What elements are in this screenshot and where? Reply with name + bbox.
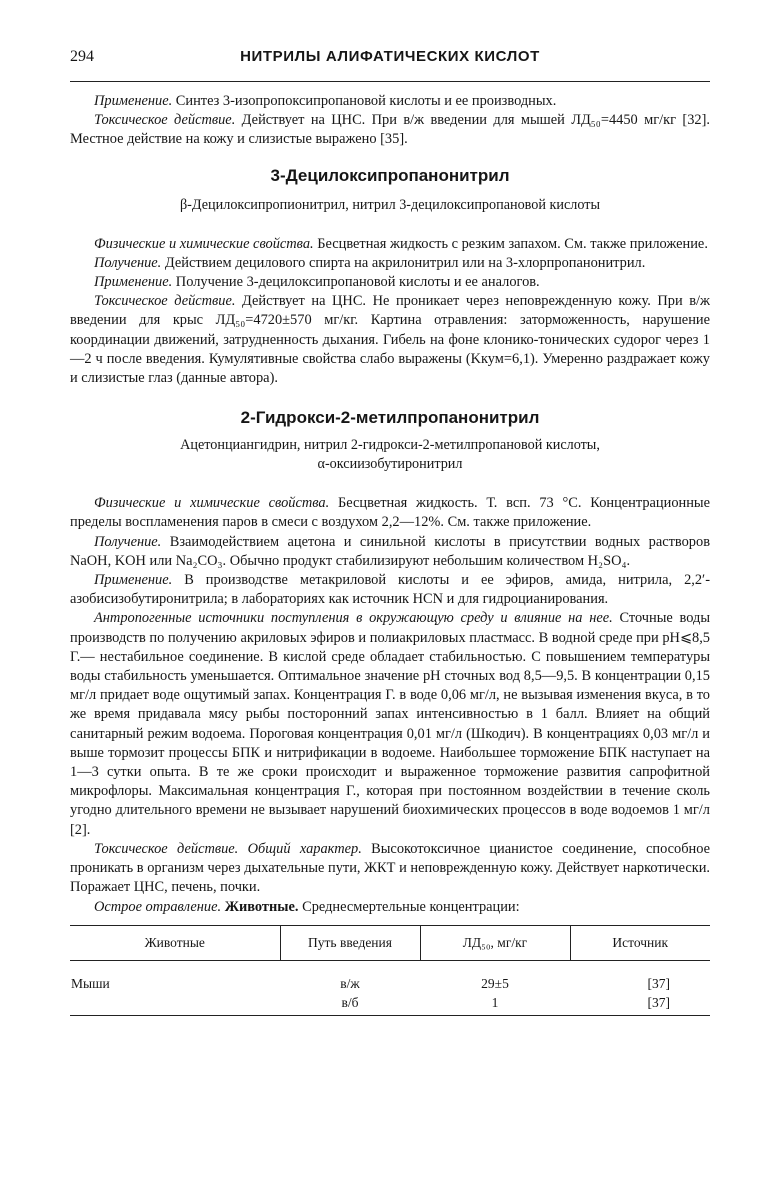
section-synonyms: β-Децилоксипропионитрил, нитрил 3-децилоксипропановой кислоты [179,196,601,213]
paragraph [70,533,710,571]
paragraph-text: В производстве метакриловой кислоты и ее эфиров, амида, нитрила, 2,2′-азобисизобутиронитрила; в лабораториях как источник HCN и для гидроцианирования. [70,572,710,608]
table-header-cell: Животные [70,925,280,960]
paragraph [70,840,710,898]
table-row [70,993,710,1016]
page-number: 294 [70,48,94,65]
paragraph-label: Токсическое действие. Общий характер. [94,840,362,857]
paragraph-text: Среднесмертельные концентрации: [298,898,520,915]
table-cell: в/б [280,993,420,1016]
paragraph-label: Применение. [94,274,173,291]
table-cell [70,993,280,1016]
paragraph [70,273,710,292]
paragraph [70,111,710,149]
paragraph-label: Физические и химические свойства. [94,235,314,252]
paragraph-label: Антропогенные источники поступления в окружающую среду и влияние на нее. [94,610,613,627]
paragraph-label: Токсическое действие. [94,112,236,129]
section-synonyms: α-оксиизобутиронитрил [317,456,463,473]
paragraph-text: Сточные воды производств по получению акриловых эфиров и полиакриловых пластмасс. В водной среде при pH⩽8,5 Г.— нестабильное соединение. В кислой среде обладает стабильностью. С повышением температуры воды стабильность уменьшается. Оптимальное значение pH сточных вод 8,5—9,5. В концентрации 0,15 мг/л придает воде ощутимый запах. Концентрация Г. в воде 0,06 мг/л, не вызывая изменения вкуса, в то же время придавала мясу рыбы посторонний запах интенсивностью в 1 балл. Влияет на общий санитарный режим водоема. Пороговая концентрация 0,01 мг/л (Шкодич). В концентрациях 0,03 мг/л и выше тормозит процессы БПК и нитрификации в водоеме. Наибольшее торможение БПК наступает на 1—3 сутки опыта. В те же сроки происходит и выраженное торможение развития сапрофитной микрофлоры. Максимальная концентрация Г., которая при постоянном воздействии в течение сколь угодно длительного времени не вызывает нарушений биохимических процессов в воде водоемов 1 мг/л [2]. [70,610,711,838]
table-header-cell: Источник [570,925,710,960]
paragraph-label: Применение. [94,93,173,109]
paragraph-text: Бесцветная жидкость с резким запахом. См. также приложение. [313,235,708,252]
running-title: НИТРИЛЫ АЛИФАТИЧЕСКИХ КИСЛОТ [240,48,540,65]
section-title: 2-Гидрокси-2-метилпропанонитрил [240,408,540,428]
table-header-row [70,925,710,960]
page-header [70,48,710,82]
paragraph-text: Получение 3-децилоксипропановой кислоты и ее аналогов. [172,274,540,291]
paragraph [70,494,710,532]
table-cell: Мыши [71,975,110,991]
table-cell: [37] [647,975,670,991]
paragraph [70,254,710,273]
table-cell: 29±5 [481,975,509,991]
paragraph-bold: Животные. [221,898,299,915]
table-cell: в/ж [340,975,360,991]
table-row [70,960,710,993]
paragraph-label: Токсическое действие. [94,293,236,310]
ld50-table [70,925,710,1016]
page [70,48,710,1016]
paragraph-text: Действует на ЦНС. При в/ж введении для мышей ЛД₅₀=4450 мг/кг [32]. Местное действие на кожу и слизистые выражено [35]. [70,112,710,148]
section-title: 3-Децилоксипропанонитрил [270,165,510,185]
table-cell: 1 [420,993,570,1016]
paragraph-text: Высокотоксичное цианистое соединение, способное проникать в организм через дыхательные пути, ЖКТ и неповрежденную кожу. Действует наркотически. Поражает ЦНС, печень, почки. [70,840,710,896]
paragraph-label: Получение. [94,254,162,271]
paragraph [70,571,710,609]
paragraph-text: Действует на ЦНС. Не проникает через неповрежденную кожу. При в/ж введении для крыс ЛД₅₀=4720±570 мг/кг. Картина отравления: заторможенность, нарушение координации движений, затрудненность дыхания. Гибель на фоне клонико-тонических судорог через 1—2 ч после введения. Кумулятивные свойства слабо выражены (Kкум=6,1). Умеренно раздражает кожу и слизистые глаз (данные автора). [70,293,710,387]
paragraph [70,292,710,388]
paragraph-label: Физические и химические свойства. [94,495,330,512]
paragraph-text: Бесцветная жидкость. Т. всп. 73 °С. Концентрационные пределы воспламенения паров в смеси с воздухом 2,2—12%. См. также приложение. [70,495,710,531]
table-header-cell: ЛД₅₀, мг/кг [420,925,570,960]
paragraph [70,92,710,111]
paragraph-text: Синтез 3-изопропоксипропановой кислоты и ее производных. [172,93,557,109]
paragraph-text: Взаимодействием ацетона и синильной кислоты в присутствии водных растворов NaOH, KOH или Na₂CO₃. Обычно продукт стабилизируют небольшим количеством H₂SO₄. [70,533,710,569]
paragraph-text: Действием децилового спирта на акрилонитрил или на 3-хлорпропанонитрил. [161,254,646,271]
table-header-cell: Путь введения [280,925,420,960]
paragraph [70,609,710,839]
paragraph [70,898,710,917]
paragraph-label: Получение. [94,533,162,550]
paragraph [70,235,710,254]
section-synonyms: Ацетонциангидрин, нитрил 2-гидрокси-2-метилпропановой кислоты, [180,437,600,454]
paragraph-label: Острое отравление. [94,898,222,915]
paragraph-label: Применение. [94,572,173,589]
table-cell: [37] [570,993,710,1016]
